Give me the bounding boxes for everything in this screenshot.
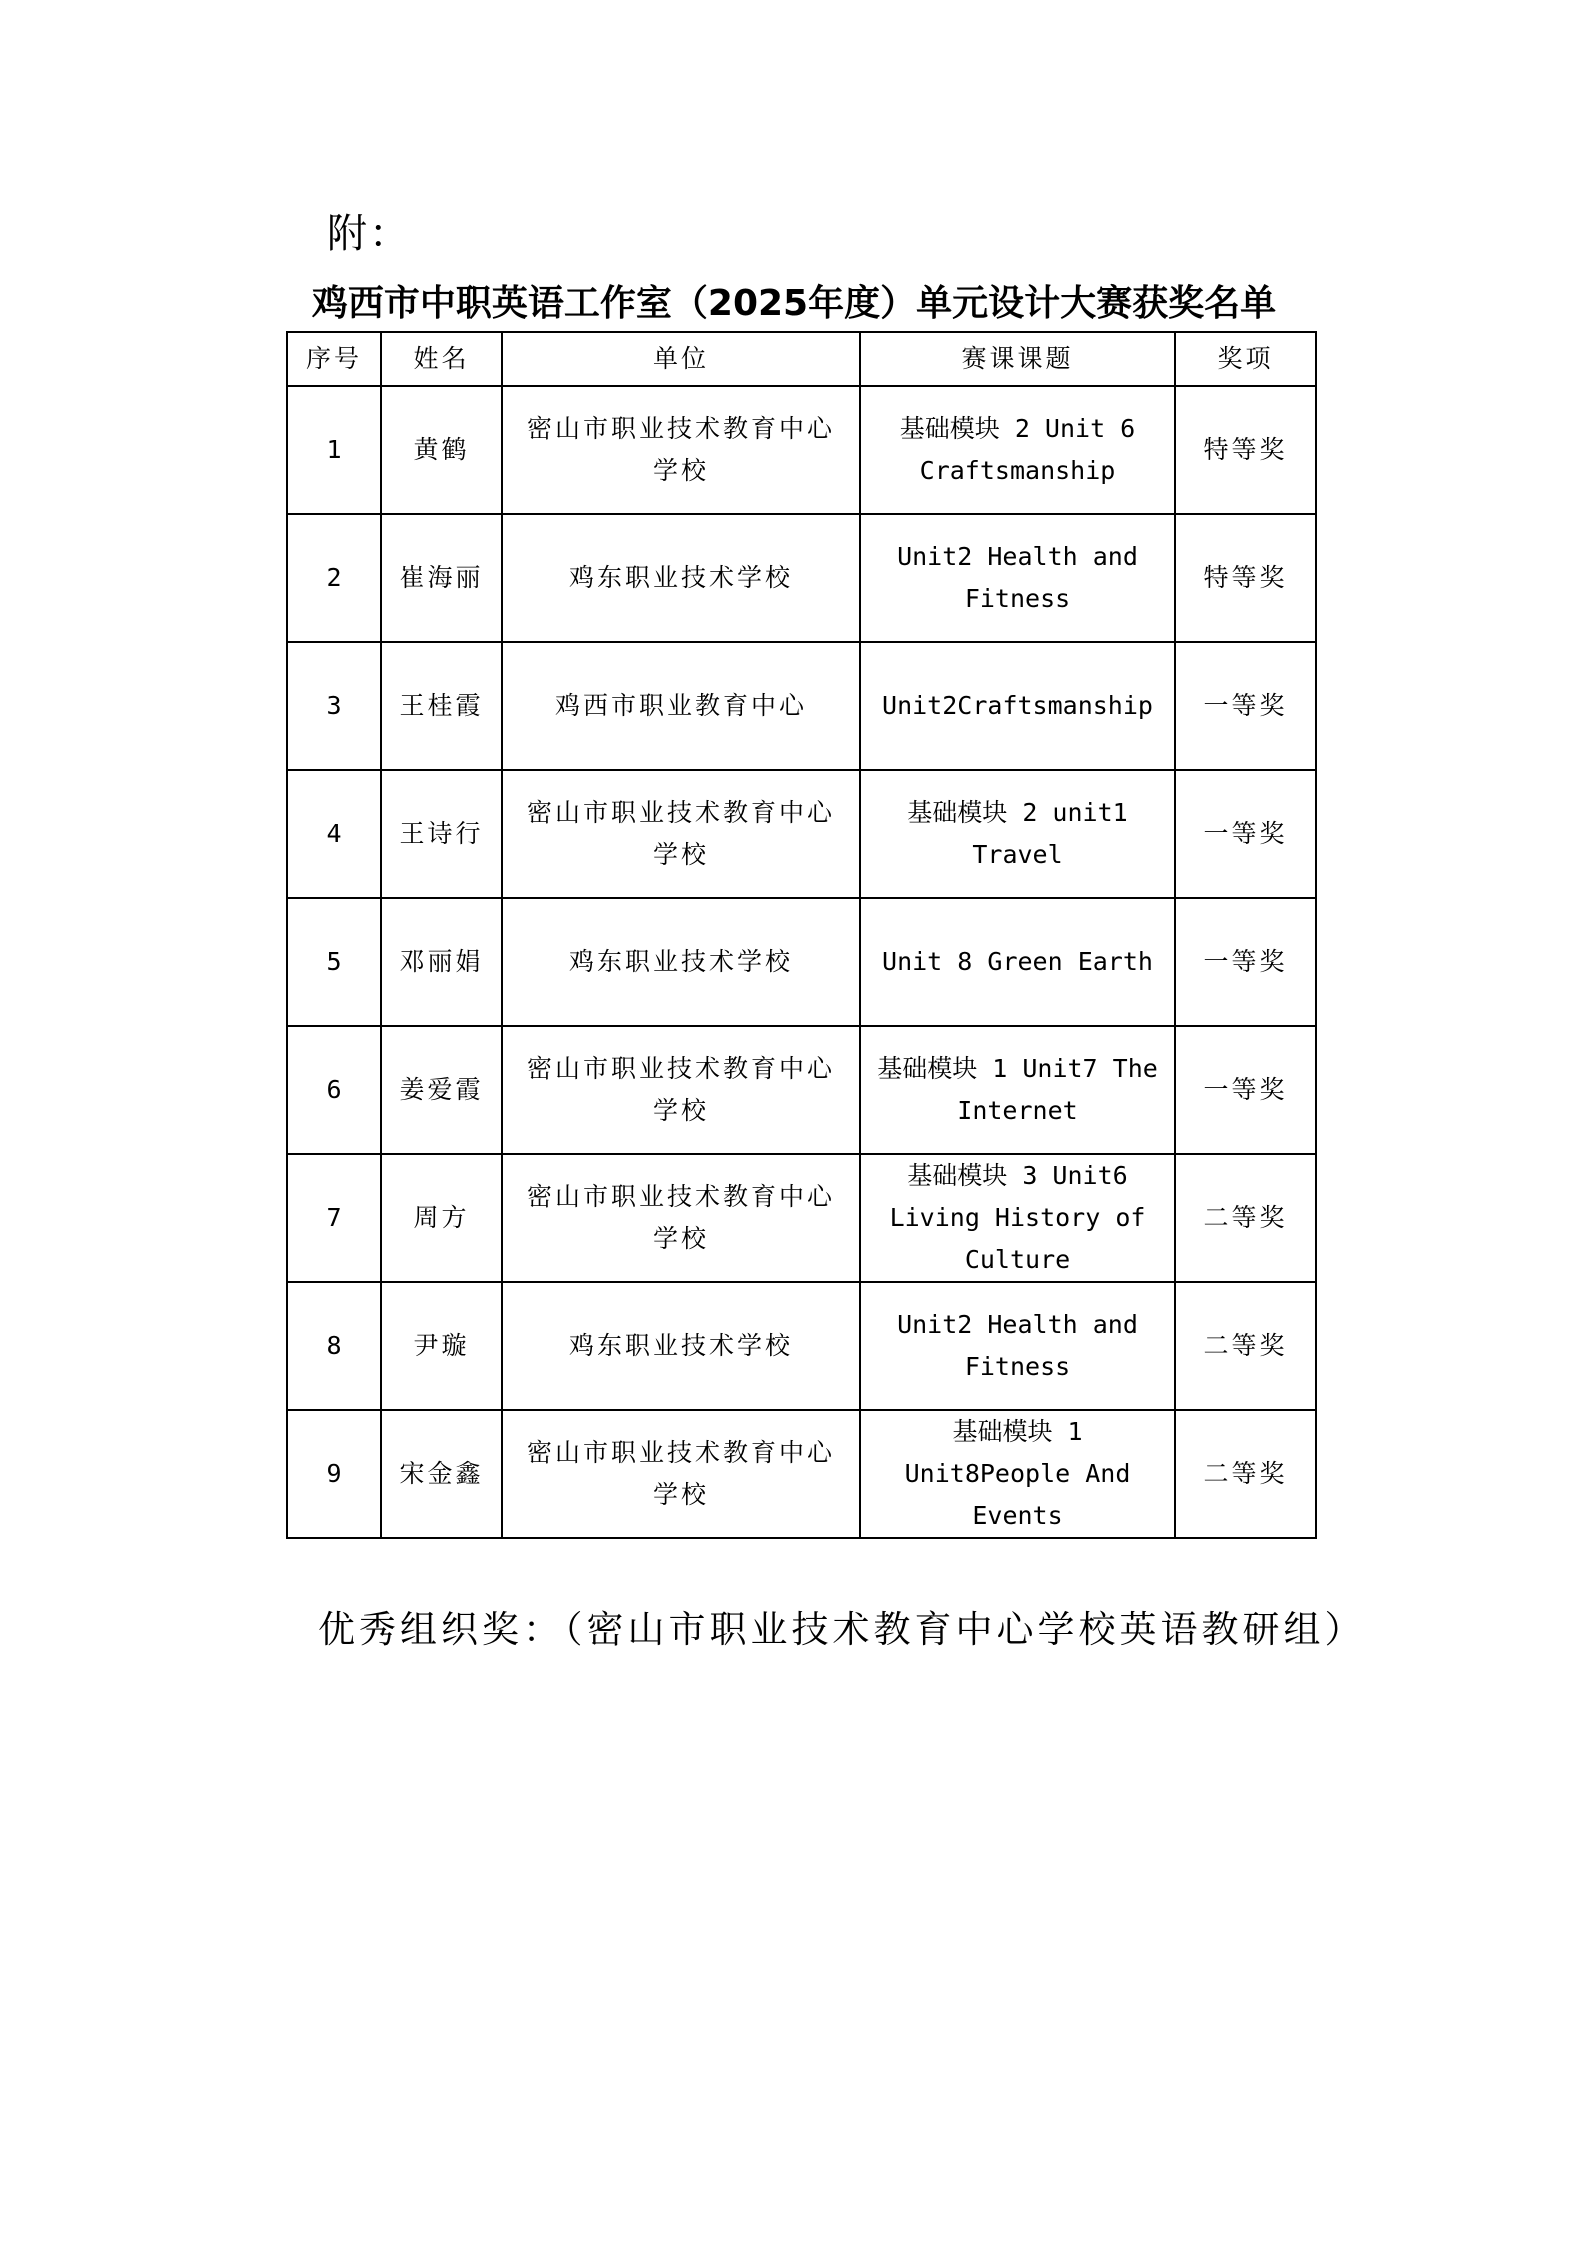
cell-name: 周方 xyxy=(381,1154,502,1282)
cell-name: 邓丽娟 xyxy=(381,898,502,1026)
cell-prize: 二等奖 xyxy=(1175,1282,1316,1410)
cell-prize: 一等奖 xyxy=(1175,1026,1316,1154)
table-row xyxy=(287,1410,1316,1538)
table-row xyxy=(287,386,1316,514)
document-title: 鸡西市中职英语工作室（2025年度）单元设计大赛获奖名单 xyxy=(311,283,1277,324)
cell-unit: 鸡东职业技术学校 xyxy=(502,514,860,642)
cell-unit: 鸡东职业技术学校 xyxy=(502,898,860,1026)
cell-unit: 鸡西市职业教育中心 xyxy=(502,642,860,770)
cell-unit: 鸡东职业技术学校 xyxy=(502,1282,860,1410)
cell-topic: Unit2Craftsmanship xyxy=(860,642,1175,770)
table-row xyxy=(287,898,1316,1026)
table-row xyxy=(287,1282,1316,1410)
organization-award-note: 优秀组织奖：（密山市职业技术教育中心学校英语教研组） xyxy=(318,1608,1366,1651)
cell-no: 8 xyxy=(287,1282,381,1410)
cell-no: 2 xyxy=(287,514,381,642)
cell-no: 4 xyxy=(287,770,381,898)
cell-no: 9 xyxy=(287,1410,381,1538)
cell-topic: 基础模块 2 unit1 Travel xyxy=(860,770,1175,898)
cell-unit: 密山市职业技术教育中心学校 xyxy=(502,1026,860,1154)
cell-name: 宋金鑫 xyxy=(381,1410,502,1538)
cell-topic: 基础模块 2 Unit 6 Craftsmanship xyxy=(860,386,1175,514)
cell-prize: 一等奖 xyxy=(1175,898,1316,1026)
cell-name: 尹璇 xyxy=(381,1282,502,1410)
cell-topic: 基础模块 3 Unit6 Living History of Culture xyxy=(860,1154,1175,1282)
cell-no: 5 xyxy=(287,898,381,1026)
cell-unit: 密山市职业技术教育中心学校 xyxy=(502,770,860,898)
cell-no: 6 xyxy=(287,1026,381,1154)
table-row xyxy=(287,1154,1316,1282)
cell-name: 崔海丽 xyxy=(381,514,502,642)
attachment-label: 附： xyxy=(327,211,411,257)
award-table xyxy=(286,331,1317,1539)
header-name: 姓名 xyxy=(381,332,502,386)
cell-topic: Unit2 Health and Fitness xyxy=(860,514,1175,642)
table-header-row xyxy=(287,332,1316,386)
cell-no: 1 xyxy=(287,386,381,514)
table-row xyxy=(287,514,1316,642)
cell-name: 姜爱霞 xyxy=(381,1026,502,1154)
cell-topic: Unit2 Health and Fitness xyxy=(860,1282,1175,1410)
table-row xyxy=(287,642,1316,770)
cell-prize: 一等奖 xyxy=(1175,642,1316,770)
cell-topic: Unit 8 Green Earth xyxy=(860,898,1175,1026)
table-row xyxy=(287,1026,1316,1154)
cell-prize: 二等奖 xyxy=(1175,1410,1316,1538)
cell-prize: 特等奖 xyxy=(1175,514,1316,642)
cell-unit: 密山市职业技术教育中心学校 xyxy=(502,1410,860,1538)
header-unit: 单位 xyxy=(502,332,860,386)
cell-prize: 一等奖 xyxy=(1175,770,1316,898)
cell-prize: 特等奖 xyxy=(1175,386,1316,514)
table-row xyxy=(287,770,1316,898)
header-prize: 奖项 xyxy=(1175,332,1316,386)
cell-name: 王桂霞 xyxy=(381,642,502,770)
cell-prize: 二等奖 xyxy=(1175,1154,1316,1282)
cell-unit: 密山市职业技术教育中心学校 xyxy=(502,386,860,514)
cell-topic: 基础模块 1 Unit8People And Events xyxy=(860,1410,1175,1538)
cell-no: 3 xyxy=(287,642,381,770)
header-no: 序号 xyxy=(287,332,381,386)
cell-name: 王诗行 xyxy=(381,770,502,898)
cell-name: 黄鹤 xyxy=(381,386,502,514)
cell-unit: 密山市职业技术教育中心学校 xyxy=(502,1154,860,1282)
cell-no: 7 xyxy=(287,1154,381,1282)
header-topic: 赛课课题 xyxy=(860,332,1175,386)
cell-topic: 基础模块 1 Unit7 The Internet xyxy=(860,1026,1175,1154)
